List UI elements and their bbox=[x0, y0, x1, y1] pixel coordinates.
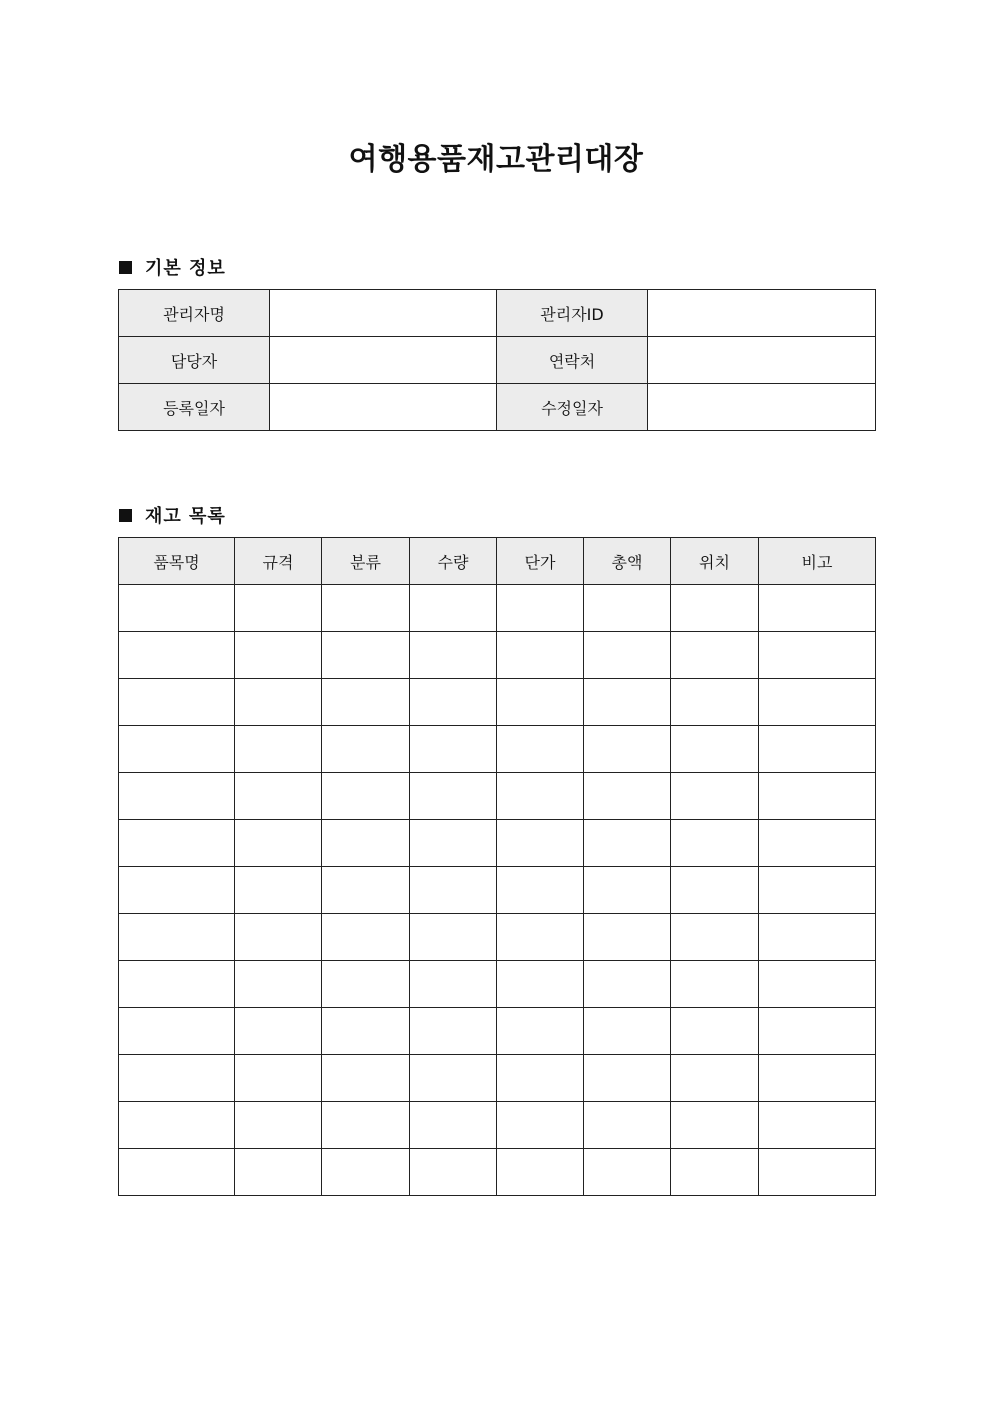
table-cell[interactable] bbox=[759, 1149, 876, 1196]
table-cell[interactable] bbox=[322, 1055, 410, 1102]
column-header: 단가 bbox=[497, 538, 584, 585]
table-cell[interactable] bbox=[584, 726, 671, 773]
table-cell[interactable] bbox=[759, 820, 876, 867]
registration-date-field[interactable] bbox=[270, 384, 497, 431]
table-cell[interactable] bbox=[235, 585, 322, 632]
table-cell[interactable] bbox=[497, 867, 584, 914]
table-cell[interactable] bbox=[497, 679, 584, 726]
table-cell[interactable] bbox=[671, 961, 759, 1008]
table-cell[interactable] bbox=[759, 1008, 876, 1055]
table-cell[interactable] bbox=[671, 1102, 759, 1149]
column-header: 수량 bbox=[410, 538, 497, 585]
table-cell[interactable] bbox=[584, 585, 671, 632]
square-bullet-icon bbox=[119, 261, 132, 274]
info-label: 수정일자 bbox=[497, 384, 648, 431]
table-cell[interactable] bbox=[322, 726, 410, 773]
table-cell[interactable] bbox=[410, 820, 497, 867]
table-cell[interactable] bbox=[671, 585, 759, 632]
table-cell[interactable] bbox=[759, 961, 876, 1008]
info-row bbox=[119, 337, 876, 384]
table-cell[interactable] bbox=[235, 679, 322, 726]
table-cell[interactable] bbox=[322, 585, 410, 632]
table-row bbox=[119, 773, 876, 820]
basic-info-heading bbox=[119, 254, 226, 280]
table-cell[interactable] bbox=[671, 1008, 759, 1055]
column-header: 품목명 bbox=[119, 538, 235, 585]
table-cell[interactable] bbox=[322, 632, 410, 679]
table-cell[interactable] bbox=[584, 632, 671, 679]
table-cell[interactable] bbox=[322, 679, 410, 726]
inventory-heading-text: 재고 목록 bbox=[145, 506, 226, 527]
table-cell[interactable] bbox=[584, 961, 671, 1008]
table-cell[interactable] bbox=[119, 961, 235, 1008]
table-cell[interactable] bbox=[119, 726, 235, 773]
table-cell[interactable] bbox=[235, 1055, 322, 1102]
table-cell[interactable] bbox=[235, 632, 322, 679]
square-bullet-icon bbox=[119, 509, 132, 522]
info-label: 관리자명 bbox=[119, 290, 270, 337]
table-row bbox=[119, 961, 876, 1008]
table-cell[interactable] bbox=[584, 914, 671, 961]
table-cell[interactable] bbox=[584, 679, 671, 726]
table-row bbox=[119, 1008, 876, 1055]
table-cell[interactable] bbox=[497, 820, 584, 867]
table-cell[interactable] bbox=[759, 585, 876, 632]
table-cell[interactable] bbox=[671, 632, 759, 679]
table-cell[interactable] bbox=[759, 773, 876, 820]
table-cell[interactable] bbox=[497, 1008, 584, 1055]
table-cell[interactable] bbox=[671, 914, 759, 961]
table-cell[interactable] bbox=[410, 726, 497, 773]
table-cell[interactable] bbox=[235, 726, 322, 773]
inventory-heading bbox=[119, 502, 226, 528]
table-cell[interactable] bbox=[671, 679, 759, 726]
column-header: 위치 bbox=[671, 538, 759, 585]
table-cell[interactable] bbox=[322, 961, 410, 1008]
table-row bbox=[119, 632, 876, 679]
table-cell[interactable] bbox=[497, 1102, 584, 1149]
table-cell[interactable] bbox=[410, 1008, 497, 1055]
table-cell[interactable] bbox=[497, 773, 584, 820]
table-cell[interactable] bbox=[584, 867, 671, 914]
info-row bbox=[119, 290, 876, 337]
manager-name-field[interactable] bbox=[270, 290, 497, 337]
table-cell[interactable] bbox=[671, 1149, 759, 1196]
table-cell[interactable] bbox=[671, 867, 759, 914]
manager-id-field[interactable] bbox=[648, 290, 876, 337]
table-cell[interactable] bbox=[671, 773, 759, 820]
table-cell[interactable] bbox=[322, 1102, 410, 1149]
table-cell[interactable] bbox=[759, 867, 876, 914]
table-row bbox=[119, 867, 876, 914]
table-cell[interactable] bbox=[584, 820, 671, 867]
table-cell[interactable] bbox=[322, 867, 410, 914]
table-cell[interactable] bbox=[119, 585, 235, 632]
person-in-charge-field[interactable] bbox=[270, 337, 497, 384]
table-cell[interactable] bbox=[671, 820, 759, 867]
table-row bbox=[119, 820, 876, 867]
table-cell[interactable] bbox=[322, 773, 410, 820]
table-cell[interactable] bbox=[410, 679, 497, 726]
info-label: 관리자ID bbox=[497, 290, 648, 337]
table-cell[interactable] bbox=[410, 773, 497, 820]
table-cell[interactable] bbox=[410, 585, 497, 632]
table-cell[interactable] bbox=[497, 1055, 584, 1102]
table-row bbox=[119, 585, 876, 632]
table-cell[interactable] bbox=[410, 1149, 497, 1196]
table-cell[interactable] bbox=[119, 1055, 235, 1102]
table-cell[interactable] bbox=[759, 1102, 876, 1149]
table-cell[interactable] bbox=[235, 867, 322, 914]
modified-date-field[interactable] bbox=[648, 384, 876, 431]
table-cell[interactable] bbox=[497, 726, 584, 773]
table-cell[interactable] bbox=[119, 773, 235, 820]
table-cell[interactable] bbox=[584, 1008, 671, 1055]
table-cell[interactable] bbox=[119, 1102, 235, 1149]
table-cell[interactable] bbox=[235, 820, 322, 867]
table-cell[interactable] bbox=[235, 914, 322, 961]
info-row bbox=[119, 384, 876, 431]
page-title: 여행용품재고관리대장 bbox=[348, 142, 644, 177]
table-cell[interactable] bbox=[235, 961, 322, 1008]
table-cell[interactable] bbox=[759, 632, 876, 679]
table-cell[interactable] bbox=[322, 914, 410, 961]
table-cell[interactable] bbox=[235, 1149, 322, 1196]
table-row bbox=[119, 726, 876, 773]
info-label: 담당자 bbox=[119, 337, 270, 384]
table-cell[interactable] bbox=[119, 820, 235, 867]
inventory-body bbox=[119, 585, 876, 1196]
table-cell[interactable] bbox=[410, 1102, 497, 1149]
column-header: 비고 bbox=[759, 538, 876, 585]
table-cell[interactable] bbox=[497, 961, 584, 1008]
inventory-table bbox=[118, 537, 876, 1196]
column-header: 총액 bbox=[584, 538, 671, 585]
table-row bbox=[119, 914, 876, 961]
contact-field[interactable] bbox=[648, 337, 876, 384]
column-header: 분류 bbox=[322, 538, 410, 585]
table-cell[interactable] bbox=[584, 1149, 671, 1196]
table-cell[interactable] bbox=[759, 914, 876, 961]
table-cell[interactable] bbox=[235, 1102, 322, 1149]
table-cell[interactable] bbox=[497, 632, 584, 679]
table-cell[interactable] bbox=[497, 1149, 584, 1196]
table-cell[interactable] bbox=[119, 914, 235, 961]
table-cell[interactable] bbox=[410, 961, 497, 1008]
table-cell[interactable] bbox=[119, 1008, 235, 1055]
basic-info-heading-text: 기본 정보 bbox=[145, 258, 226, 279]
basic-info-table bbox=[118, 289, 876, 431]
info-label: 연락처 bbox=[497, 337, 648, 384]
table-cell[interactable] bbox=[410, 914, 497, 961]
table-row bbox=[119, 679, 876, 726]
table-cell[interactable] bbox=[322, 1149, 410, 1196]
inventory-header-row bbox=[119, 538, 876, 585]
table-cell[interactable] bbox=[584, 1055, 671, 1102]
table-row bbox=[119, 1149, 876, 1196]
table-cell[interactable] bbox=[322, 820, 410, 867]
table-cell[interactable] bbox=[119, 867, 235, 914]
table-cell[interactable] bbox=[584, 773, 671, 820]
table-cell[interactable] bbox=[497, 914, 584, 961]
table-cell[interactable] bbox=[759, 1055, 876, 1102]
table-cell[interactable] bbox=[759, 679, 876, 726]
table-cell[interactable] bbox=[410, 1055, 497, 1102]
table-cell[interactable] bbox=[671, 726, 759, 773]
table-cell[interactable] bbox=[497, 585, 584, 632]
table-cell[interactable] bbox=[410, 867, 497, 914]
table-cell[interactable] bbox=[119, 1149, 235, 1196]
info-label: 등록일자 bbox=[119, 384, 270, 431]
table-cell[interactable] bbox=[410, 632, 497, 679]
table-cell[interactable] bbox=[119, 679, 235, 726]
column-header: 규격 bbox=[235, 538, 322, 585]
table-cell[interactable] bbox=[235, 773, 322, 820]
table-row bbox=[119, 1102, 876, 1149]
table-cell[interactable] bbox=[584, 1102, 671, 1149]
table-cell[interactable] bbox=[119, 632, 235, 679]
table-cell[interactable] bbox=[671, 1055, 759, 1102]
table-cell[interactable] bbox=[322, 1008, 410, 1055]
table-row bbox=[119, 1055, 876, 1102]
table-cell[interactable] bbox=[235, 1008, 322, 1055]
table-cell[interactable] bbox=[759, 726, 876, 773]
